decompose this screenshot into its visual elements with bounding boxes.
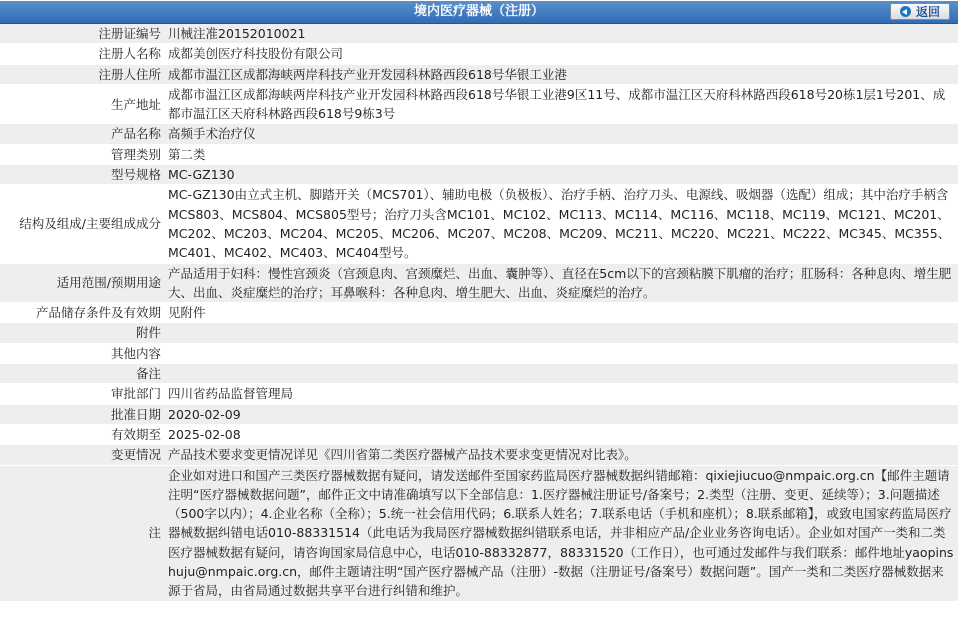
row-remarks — [0, 364, 958, 384]
value-product-name: 高频手术治疗仪 — [165, 124, 958, 144]
value-intended-use: 产品适用于妇科：慢性宫颈炎（宫颈息肉、宫颈糜烂、出血、囊肿等）、直径在5cm以下的宫颈粘膜下肌瘤的治疗；肛肠科：各种息肉、增生肥大、出血、炎症糜烂的治疗；耳鼻喉科：各种息肉、增生肥大、出血、炎症糜烂的治疗。 — [165, 263, 958, 303]
row-product-name — [0, 124, 958, 144]
value-note: 企业如对进口和国产三类医疗器械数据有疑问，请发送邮件至国家药监局医疗器械数据纠错邮箱：qixiejiucuo@nmpaic.org.cn【邮件主题请注明“医疗器械数据问题”，邮件正文中请准确填写以下全部信息：1.医疗器械注册证号/备案号；2.类型（注册、变更、延续等）；3.问题描述（500字以内）；4.企业名称（全称）；5.统一社会信用代码；6.联系人姓名；7.联系电话（手机和座机）；8.联系邮箱】，或致电国家药监局医疗器械数据纠错电话010-88331514（此电话为我局医疗器械数据纠错联系电话，并非相应产品/企业业务咨询电话）。企业如对国产一类和二类医疗器械数据有疑问，请咨询国家局信息中心，电话010-88332877，88331520（工作日），也可通过发邮件与我们联系：邮件地址yaopinshuju@nmpaic.org.cn，邮件主题请注明“国产医疗器械产品（注册）-数据（注册证号/备案号）数据问题”。国产一类和二类医疗器械数据来源于省局，由省局通过数据共享平台进行纠错和维护。 — [165, 465, 958, 601]
label-intended-use: 适用范围/预期用途 — [0, 263, 165, 303]
row-change-status — [0, 445, 958, 465]
label-management-class: 管理类别 — [0, 144, 165, 164]
value-structure-composition: MC-GZ130由立式主机、脚踏开关（MCS701）、辅助电极（负极板）、治疗手柄、治疗刀头、电源线、吸烟器（选配）组成；其中治疗手柄含MCS803、MCS804、MCS805型号；治疗刀头含MC101、MC102、MC113、MC114、MC116、MC118、MC119、MC121、MC201、MC202、MC203、MC204、MC205、MC206、MC207、MC208、MC209、MC211、MC220、MC221、MC222、MC345、MC355、MC401、MC402、MC403、MC404型号。 — [165, 185, 958, 263]
label-model-spec: 型号规格 — [0, 165, 165, 185]
back-arrow-icon — [900, 6, 911, 17]
label-remarks: 备注 — [0, 364, 165, 384]
label-approval-date: 批准日期 — [0, 404, 165, 424]
row-management-class — [0, 144, 958, 164]
label-registrant-address: 注册人住所 — [0, 64, 165, 84]
row-valid-until — [0, 424, 958, 444]
value-change-status: 产品技术要求变更情况详见《四川省第二类医疗器械产品技术要求变更情况对比表》。 — [165, 445, 958, 465]
detail-table — [0, 24, 958, 602]
row-attachment — [0, 323, 958, 343]
row-approval-date — [0, 404, 958, 424]
value-other-content — [165, 343, 958, 363]
page-header — [0, 1, 958, 24]
row-other-content — [0, 343, 958, 363]
row-registrant-name — [0, 44, 958, 64]
value-registration-number: 川械注准20152010021 — [165, 24, 958, 44]
row-approval-department — [0, 384, 958, 404]
value-registrant-address: 成都市温江区成都海峡两岸科技产业开发园科林路西段618号华银工业港 — [165, 64, 958, 84]
label-registrant-name: 注册人名称 — [0, 44, 165, 64]
back-button-label: 返回 — [915, 5, 940, 19]
row-production-address — [0, 84, 958, 124]
value-model-spec: MC-GZ130 — [165, 165, 958, 185]
label-valid-until: 有效期至 — [0, 424, 165, 444]
label-approval-department: 审批部门 — [0, 384, 165, 404]
value-management-class: 第二类 — [165, 144, 958, 164]
row-model-spec — [0, 165, 958, 185]
label-note: 注 — [0, 465, 165, 601]
value-production-address: 成都市温江区成都海峡两岸科技产业开发园科林路西段618号华银工业港9区11号、成都市温江区天府科林路西段618号20栋1层1号201、成都市温江区天府科林路西段618号9栋3号 — [165, 84, 958, 124]
page-title: 境内医疗器械（注册） — [413, 4, 544, 19]
row-registration-number — [0, 24, 958, 44]
row-storage-conditions — [0, 303, 958, 323]
label-structure-composition: 结构及组成/主要组成成分 — [0, 185, 165, 263]
value-registrant-name: 成都美创医疗科技股份有限公司 — [165, 44, 958, 64]
row-note — [0, 465, 958, 601]
value-approval-department: 四川省药品监督管理局 — [165, 384, 958, 404]
value-remarks — [165, 364, 958, 384]
label-other-content: 其他内容 — [0, 343, 165, 363]
label-storage-conditions: 产品储存条件及有效期 — [0, 303, 165, 323]
row-intended-use — [0, 263, 958, 303]
label-production-address: 生产地址 — [0, 84, 165, 124]
value-attachment — [165, 323, 958, 343]
label-registration-number: 注册证编号 — [0, 24, 165, 44]
label-product-name: 产品名称 — [0, 124, 165, 144]
value-valid-until: 2025-02-08 — [165, 424, 958, 444]
label-attachment: 附件 — [0, 323, 165, 343]
value-storage-conditions: 见附件 — [165, 303, 958, 323]
row-registrant-address — [0, 64, 958, 84]
row-structure-composition — [0, 185, 958, 263]
back-button[interactable] — [890, 3, 950, 20]
value-approval-date: 2020-02-09 — [165, 404, 958, 424]
label-change-status: 变更情况 — [0, 445, 165, 465]
